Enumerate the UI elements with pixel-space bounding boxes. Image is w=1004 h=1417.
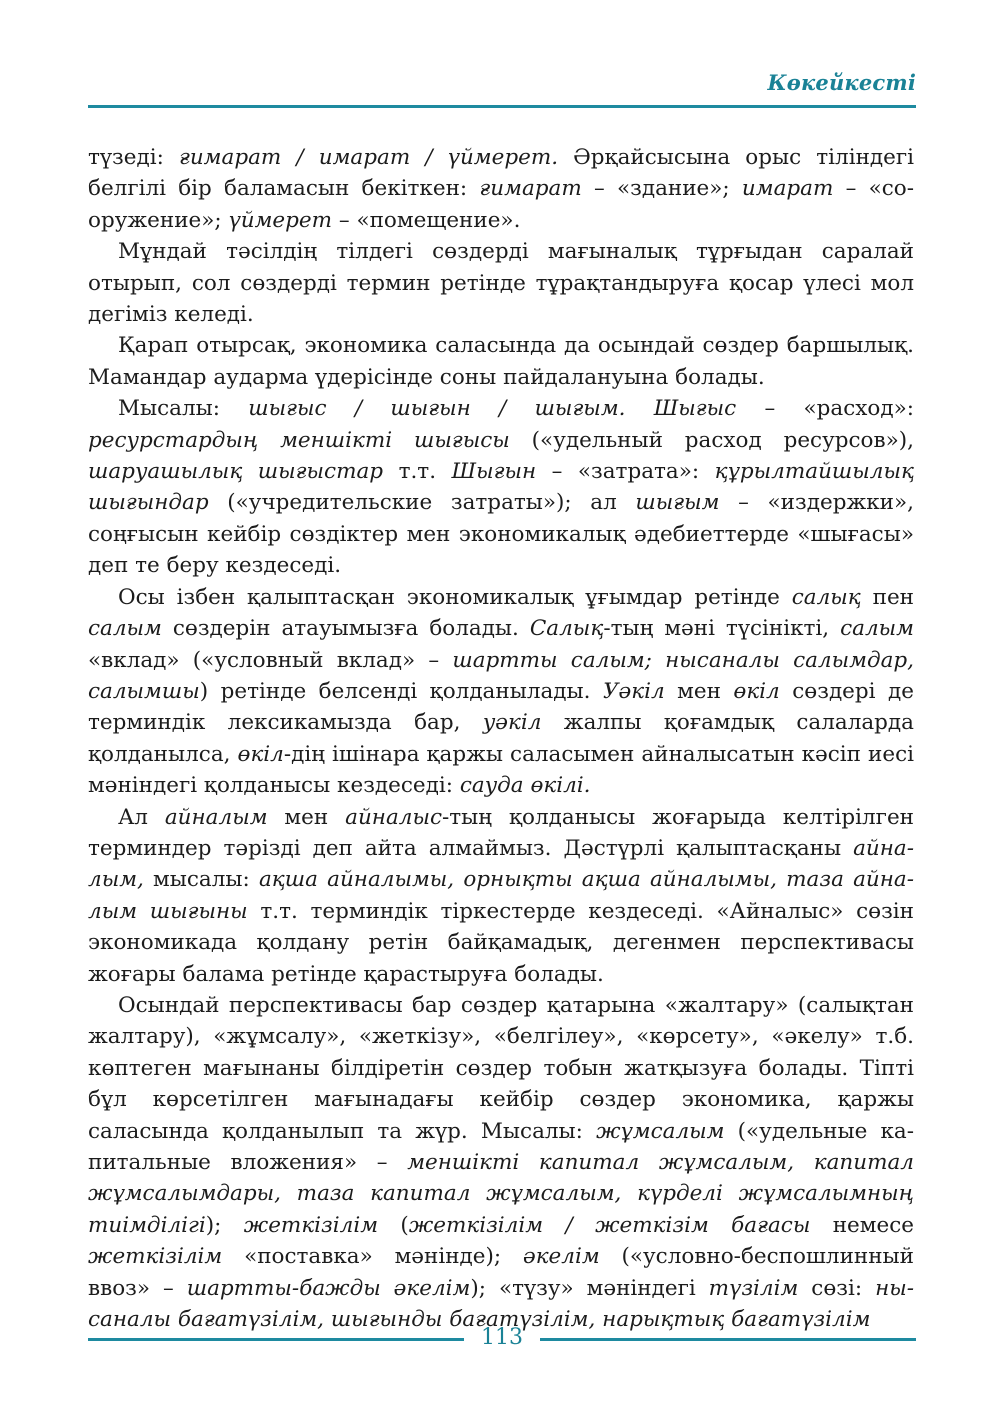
- italic-term: жеткізілім: [88, 1244, 223, 1270]
- paragraph-p6: [88, 802, 914, 990]
- text-run: («учредительские затраты»); ал: [208, 490, 636, 516]
- text-run: («удельные капитальные вложения» –: [88, 1118, 914, 1175]
- italic-term: шығыс / шығын / шығым. Шығыс: [248, 396, 737, 422]
- italic-term: ақша айналымы, орнықты ақша айналымы, таза айналым шығыны: [88, 867, 914, 924]
- text-run: түзеді:: [88, 145, 179, 170]
- paragraph-p7: [88, 990, 914, 1335]
- running-head-title: Көкейкесті: [767, 70, 916, 95]
- italic-term: шаруашылық шығыстар: [88, 459, 384, 485]
- italic-term: сауда өкілі.: [459, 773, 591, 799]
- italic-term: уәкіл: [482, 710, 542, 736]
- italic-term: жеткізілім: [243, 1212, 379, 1238]
- body-text: [88, 142, 914, 1335]
- italic-term: айналым,: [88, 835, 914, 893]
- italic-term: Уәкіл: [602, 678, 665, 704]
- text-run: – «затрата»:: [536, 459, 715, 485]
- italic-term: ғимарат: [479, 176, 582, 202]
- text-run: – «сооружение»;: [88, 176, 914, 233]
- text-run: ); «түзу» мәніндегі: [470, 1275, 709, 1301]
- text-run: пен: [860, 584, 915, 610]
- italic-term: түзілім: [708, 1275, 799, 1301]
- text-run: «поставка» мәнінде);: [222, 1244, 523, 1270]
- text-run: (: [378, 1212, 409, 1238]
- paragraph-p3: [88, 330, 914, 393]
- italic-term: үймерет: [228, 207, 333, 233]
- text-run: Осындай перспективасы бар сөздер қатарына «жалтару» (салықтан жалтару), «жұмсалу», «жеткізу», «белгілеу», «көрсету», «әкелу» т.б. көптеген мағынаны білдіретін сөздер тобын жатқызуға болады. Тіпті бұл көрсетілген мағынадағы кейбір сөздер экономика, қаржы саласында қолданылып та жүр. Мысалы:: [88, 992, 914, 1144]
- italic-term: жұмсалым: [596, 1118, 725, 1144]
- italic-term: салым: [88, 616, 162, 642]
- italic-term: Салық: [529, 616, 604, 642]
- italic-term: өкіл: [237, 741, 284, 767]
- text-run: сөзі:: [798, 1275, 876, 1301]
- paragraph-p5: [88, 582, 914, 802]
- text-run: Ал: [118, 804, 165, 830]
- text-run: сөздерін атауымызға болады.: [161, 616, 530, 642]
- text-run: мысалы:: [143, 867, 259, 893]
- text-run: ) ретінде белсенді қолданылады.: [199, 678, 603, 704]
- header-rule: [88, 105, 916, 108]
- page-number: 113: [481, 1325, 523, 1350]
- italic-term: меншікті капитал жұмсалым, капитал жұмсалымдары, таза капитал жұмсалым, күрделі жұмсалымның тиімділігі: [88, 1150, 914, 1238]
- text-run: );: [205, 1212, 244, 1238]
- italic-term: ресурстардың меншікті шығысы: [88, 427, 510, 453]
- italic-term: айналыс: [345, 804, 443, 830]
- italic-term: жеткізілім / жеткізім бағасы: [408, 1212, 811, 1238]
- text-run: немесе: [810, 1212, 914, 1238]
- italic-term: нысаналы бағатүзілім, шығынды бағатүзілім, нарықтық бағатүзілім: [88, 1275, 915, 1333]
- italic-term: салық: [791, 584, 861, 610]
- italic-term: ғимарат / имарат / үймерет.: [178, 145, 559, 170]
- paragraph-p2: [88, 236, 914, 330]
- italic-term: құрылтайшылық шығындар: [88, 459, 914, 516]
- italic-term: шартты-бажды әкелім: [186, 1275, 471, 1301]
- text-run: «вклад» («условный вклад» –: [88, 647, 453, 673]
- footer-rule-left: [88, 1338, 464, 1341]
- text-run: Қарап отырсақ, экономика саласында да осындай сөздер баршылық. Мамандар аударма үдерісінде соны пайдалануына болады.: [88, 333, 914, 390]
- italic-term: салым: [840, 616, 914, 642]
- italic-term: айналым: [164, 804, 268, 830]
- text-run: мен: [267, 804, 346, 830]
- italic-term: Шығын: [451, 459, 537, 485]
- text-run: жалпы қоғамдық салаларда қолданылса,: [88, 710, 914, 767]
- text-run: Әрқайсысына орыс тіліндегі белгілі бір баламасын бекіткен:: [88, 145, 915, 202]
- italic-term: өкіл: [733, 678, 780, 704]
- text-run: – «помещение».: [332, 207, 521, 233]
- paragraph-p1: [88, 142, 914, 236]
- footer-rule-right: [540, 1338, 916, 1341]
- paragraph-p4: [88, 393, 914, 581]
- text-run: («условно-беспошлинный ввоз» –: [88, 1244, 915, 1301]
- text-run: – «здание»;: [581, 176, 742, 202]
- text-run: -дің ішінара қаржы саласымен айналысатын кәсіп иесі мәніндегі қолданысы кездеседі:: [88, 741, 914, 799]
- text-run: т.т.: [383, 459, 452, 485]
- italic-term: имарат: [741, 176, 834, 202]
- text-run: сөздері де терминдік лексикамызда бар,: [88, 678, 914, 736]
- text-run: Мысалы:: [118, 396, 249, 422]
- text-run: («удельный расход ресурсов»),: [509, 427, 914, 453]
- italic-term: әкелім: [522, 1244, 600, 1270]
- text-run: мен: [664, 678, 734, 704]
- text-run: -тың мәні түсінікті,: [603, 616, 841, 642]
- text-run: Мұндай тәсілдің тілдегі сөздерді мағыналық тұрғыдан саралай отырып, сол сөздерді термин ретінде тұрақтандыруға қосар үлесі мол дегіміз келеді.: [88, 239, 914, 328]
- text-run: – «расход»:: [736, 396, 914, 422]
- text-run: Осы ізбен қалыптасқан экономикалық ұғымдар ретінде: [118, 584, 792, 610]
- text-run: -тың қолданысы жоғарыда келтірілген терминдер тәрізді деп айта алмаймыз. Дәстүрлі қалыптасқаны: [88, 804, 914, 861]
- text-run: т.т. терминдік тіркестерде кездеседі. «Айналыс» сөзін экономикада қолдану ретін байқамадық, дегенмен перспективасы жоғары балама ретінде қарастыруға болады.: [88, 898, 915, 987]
- italic-term: шығым: [635, 490, 720, 516]
- italic-term: шартты салым; нысаналы салымдар, салымшы: [88, 647, 914, 704]
- text-run: – «издержки», соңғысын кейбір сөздіктер мен экономикалық әдебиеттерде «шығасы» деп те беру кездеседі.: [88, 490, 914, 579]
